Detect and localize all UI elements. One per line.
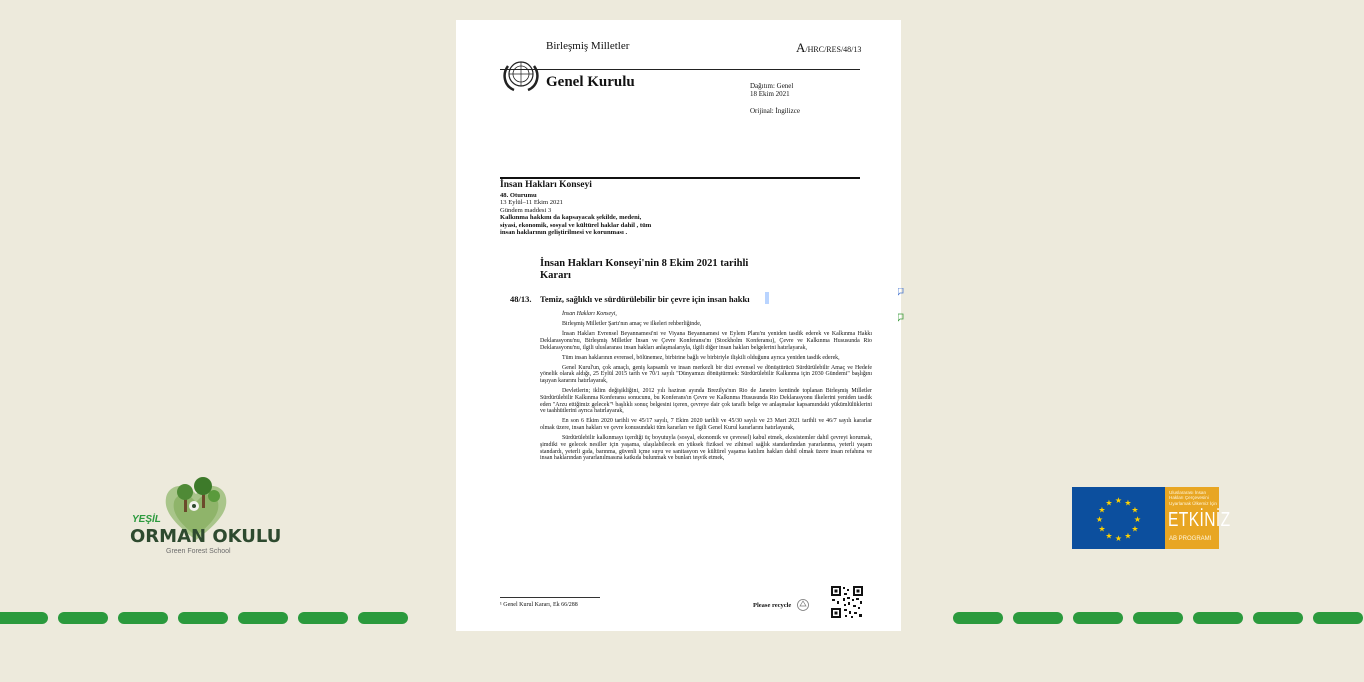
document-symbol — [796, 40, 861, 56]
footnote-rule — [500, 597, 600, 598]
dash — [1133, 612, 1183, 624]
symbol-letter: A — [796, 40, 806, 55]
svg-text:★: ★ — [1133, 515, 1142, 524]
header-rule — [500, 69, 860, 70]
paragraph: Tüm insan haklarının evrensel, bölünemez, birbirine bağlı ve birbiriyle ilişkili olduğunu ayrıca yeniden tasdik ederek, — [562, 354, 840, 361]
document-page — [456, 20, 901, 631]
svg-text:★: ★ — [1131, 524, 1139, 534]
qr-code-icon — [830, 585, 864, 619]
un-emblem-icon — [500, 56, 542, 96]
dash — [118, 612, 168, 624]
dash — [1253, 612, 1303, 624]
recycle-icon — [796, 598, 810, 612]
dash — [358, 612, 408, 624]
distribution: Dağıtım: Genel — [750, 82, 794, 90]
agenda-title-3: insan haklarının geliştirilmesi ve korunması . — [500, 229, 628, 237]
dash — [58, 612, 108, 624]
resolution-heading: Temiz, sağlıklı ve sürdürülebilir bir çevre için insan hakkı — [540, 294, 750, 304]
dash — [1313, 612, 1363, 624]
svg-text:★: ★ — [1114, 496, 1123, 505]
text-cursor — [765, 292, 769, 304]
decorative-dashes-right — [953, 612, 1363, 624]
dash — [1013, 612, 1063, 624]
agenda-title-2: siyasi, ekonomik, sosyal ve kültürel haklar dahil , tüm — [500, 221, 652, 229]
etkiniz-tagline: Uluslararası İnsan Hakları Çerçevesini Uyarlamak Ülkemiz İçin — [1169, 490, 1217, 506]
eu-flag-icon — [1072, 487, 1165, 549]
svg-text:★: ★ — [1098, 524, 1106, 534]
org-name: Birleşmiş Milletler — [546, 40, 630, 52]
resolution-body — [540, 311, 872, 465]
etkiniz-panel — [1165, 487, 1231, 549]
agenda-title-1: Kalkınma hakkını da kapsayacak şekilde, medeni, — [500, 214, 642, 222]
svg-text:★: ★ — [1114, 534, 1123, 543]
dash — [1193, 612, 1243, 624]
etkiniz-eu-logo — [1072, 487, 1231, 549]
session: 48. Oturumu — [500, 192, 537, 199]
symbol-code: /HRC/RES/48/13 — [805, 45, 862, 54]
resolution-title — [540, 258, 840, 282]
paragraph: İnsan Hakları Konseyi, — [562, 311, 617, 317]
distribution-block — [750, 82, 793, 98]
etkiniz-title: ETKİNİZ — [1168, 509, 1231, 531]
dash — [953, 612, 1003, 624]
original-language: Orijinal: İngilizce — [750, 107, 800, 115]
paragraph: Birleşmiş Milletler Şartı'nın amaç ve ilkeleri rehberliğinde, — [562, 321, 702, 328]
resolution-title-line-1: İnsan Hakları Konseyi'nin 8 Ekim 2021 tarihli — [540, 258, 749, 269]
svg-text:★: ★ — [1095, 515, 1104, 524]
dash — [298, 612, 348, 624]
green-forest-school-logo — [130, 476, 282, 566]
dash — [0, 612, 48, 624]
resolution-number: 48/13. — [510, 294, 532, 304]
decorative-dashes-left — [0, 612, 408, 624]
brand-small-text: YEŞİL — [132, 514, 161, 525]
svg-text:★: ★ — [1124, 498, 1132, 508]
paragraph: Genel Kurul'un, çok amaçlı, geniş kapsamlı ve insan merkezli bir dizi evrensel ve dönüştürücü Sürdürülebilir Amaç ve Hedefe yönelik olarak aldığı, 25 Eylül 2015 tarih ve 70/1 sayılı "Dünyamızı dönüştürmek: Sürdürülebilir Kalkınma için 2030 Gündemi" başlığını taşıyan kararını hatırlayarak, — [540, 364, 872, 385]
footnote: ¹ Genel Kurul Kararı, Ek 66/288 — [500, 602, 578, 608]
svg-text:★: ★ — [1124, 531, 1132, 541]
svg-text:★: ★ — [1105, 498, 1113, 508]
comment-marker-icons[interactable] — [898, 288, 904, 328]
paragraph: Sürdürülebilir kalkınmayı içerdiği üç boyutuyla (sosyal, ekonomik ve çevresel) kabul etmek, ekosistemler dahil çevreyi korumak, şimdiki ve gelecek nesiller için yaşama, ulaşılabilecek en yüksek fiziksel ve zihinsel sağlık standardından yararlanma, yeterli yaşam standardı, yeterli gıda, barınma, güvenli içme suyu ve sanitasyon ve kültürel yaşama katılım hakları dahil olmak üzere insan refahına ve insan haklarından yararlanılmasına katkıda bulunmak ve bunları teşvik etmek, — [540, 435, 872, 462]
recycle-text: Please recycle — [753, 602, 792, 609]
section-rule — [500, 177, 860, 179]
dash — [178, 612, 228, 624]
paragraph: En son 6 Ekim 2020 tarihli ve 45/17 sayılı, 7 Ekim 2020 tarihli ve 45/30 sayılı ve 23 Mart 2021 tarihli ve 46/7 sayılı kararlar olmak üzere, insan hakları ve çevre konusundaki tüm kararları ve ilgili Genel Kurul kararlarını hatırlayarak, — [540, 418, 872, 432]
session-dates: 13 Eylül–11 Ekim 2021 — [500, 199, 563, 207]
svg-text:★: ★ — [1098, 505, 1106, 515]
session-meta — [500, 192, 800, 236]
brand-name: ORMAN OKULU — [130, 526, 282, 547]
agenda-item: Gündem maddesi 3 — [500, 206, 552, 214]
assembly-title: Genel Kurulu — [546, 74, 635, 90]
paragraph: İnsan Hakları Evrensel Beyannamesi'ni ve Viyana Beyannamesi ve Eylem Planı'nı yeniden tasdik ederek ve Kalkınma Hakkı Deklarasyonu'nu, Birleşmiş Milletler İnsan ve Çevre Konferansı'nı (Stockholm Konferansı), Çevre ve Kalkınma Hususunda Rio Deklarasyonu'nu, ilgili uluslararası insan hakları anlaşmalarıyla, ilgili diğer insan hakları belgelerini hatırlayarak, — [540, 331, 872, 351]
resolution-title-line-2: Kararı — [540, 270, 571, 281]
brand-subtitle: Green Forest School — [166, 548, 231, 555]
svg-text:★: ★ — [1131, 505, 1139, 515]
document-date: 18 Ekim 2021 — [750, 90, 790, 98]
svg-text:★: ★ — [1105, 531, 1113, 541]
paragraph: Devletlerin; iklim değişikliğini, 2012 yılı haziran ayında Brezilya'nın Rio de Janeiro kentinde toplanan Birleşmiş Milletler Sürdürülebilir Kalkınma Konferansı sonucunu, bu Konferans'ın Çevre ve Kalkınma Hususunda Rio Deklarasyonu ilkelerini yeniden tasdik eden "Arzu ettiğimiz gelecek"¹ başlıklı sonuç belgesini içeren, çevreye dair çok taraflı belge ve anlaşmalar kapsamındaki yükümlülüklerini ve taahhütlerini ayrıca hatırlayarak, — [540, 388, 872, 415]
council-name: İnsan Hakları Konseyi — [500, 180, 592, 190]
dash — [238, 612, 288, 624]
etkiniz-program: AB PROGRAMI — [1169, 536, 1212, 542]
dash — [1073, 612, 1123, 624]
